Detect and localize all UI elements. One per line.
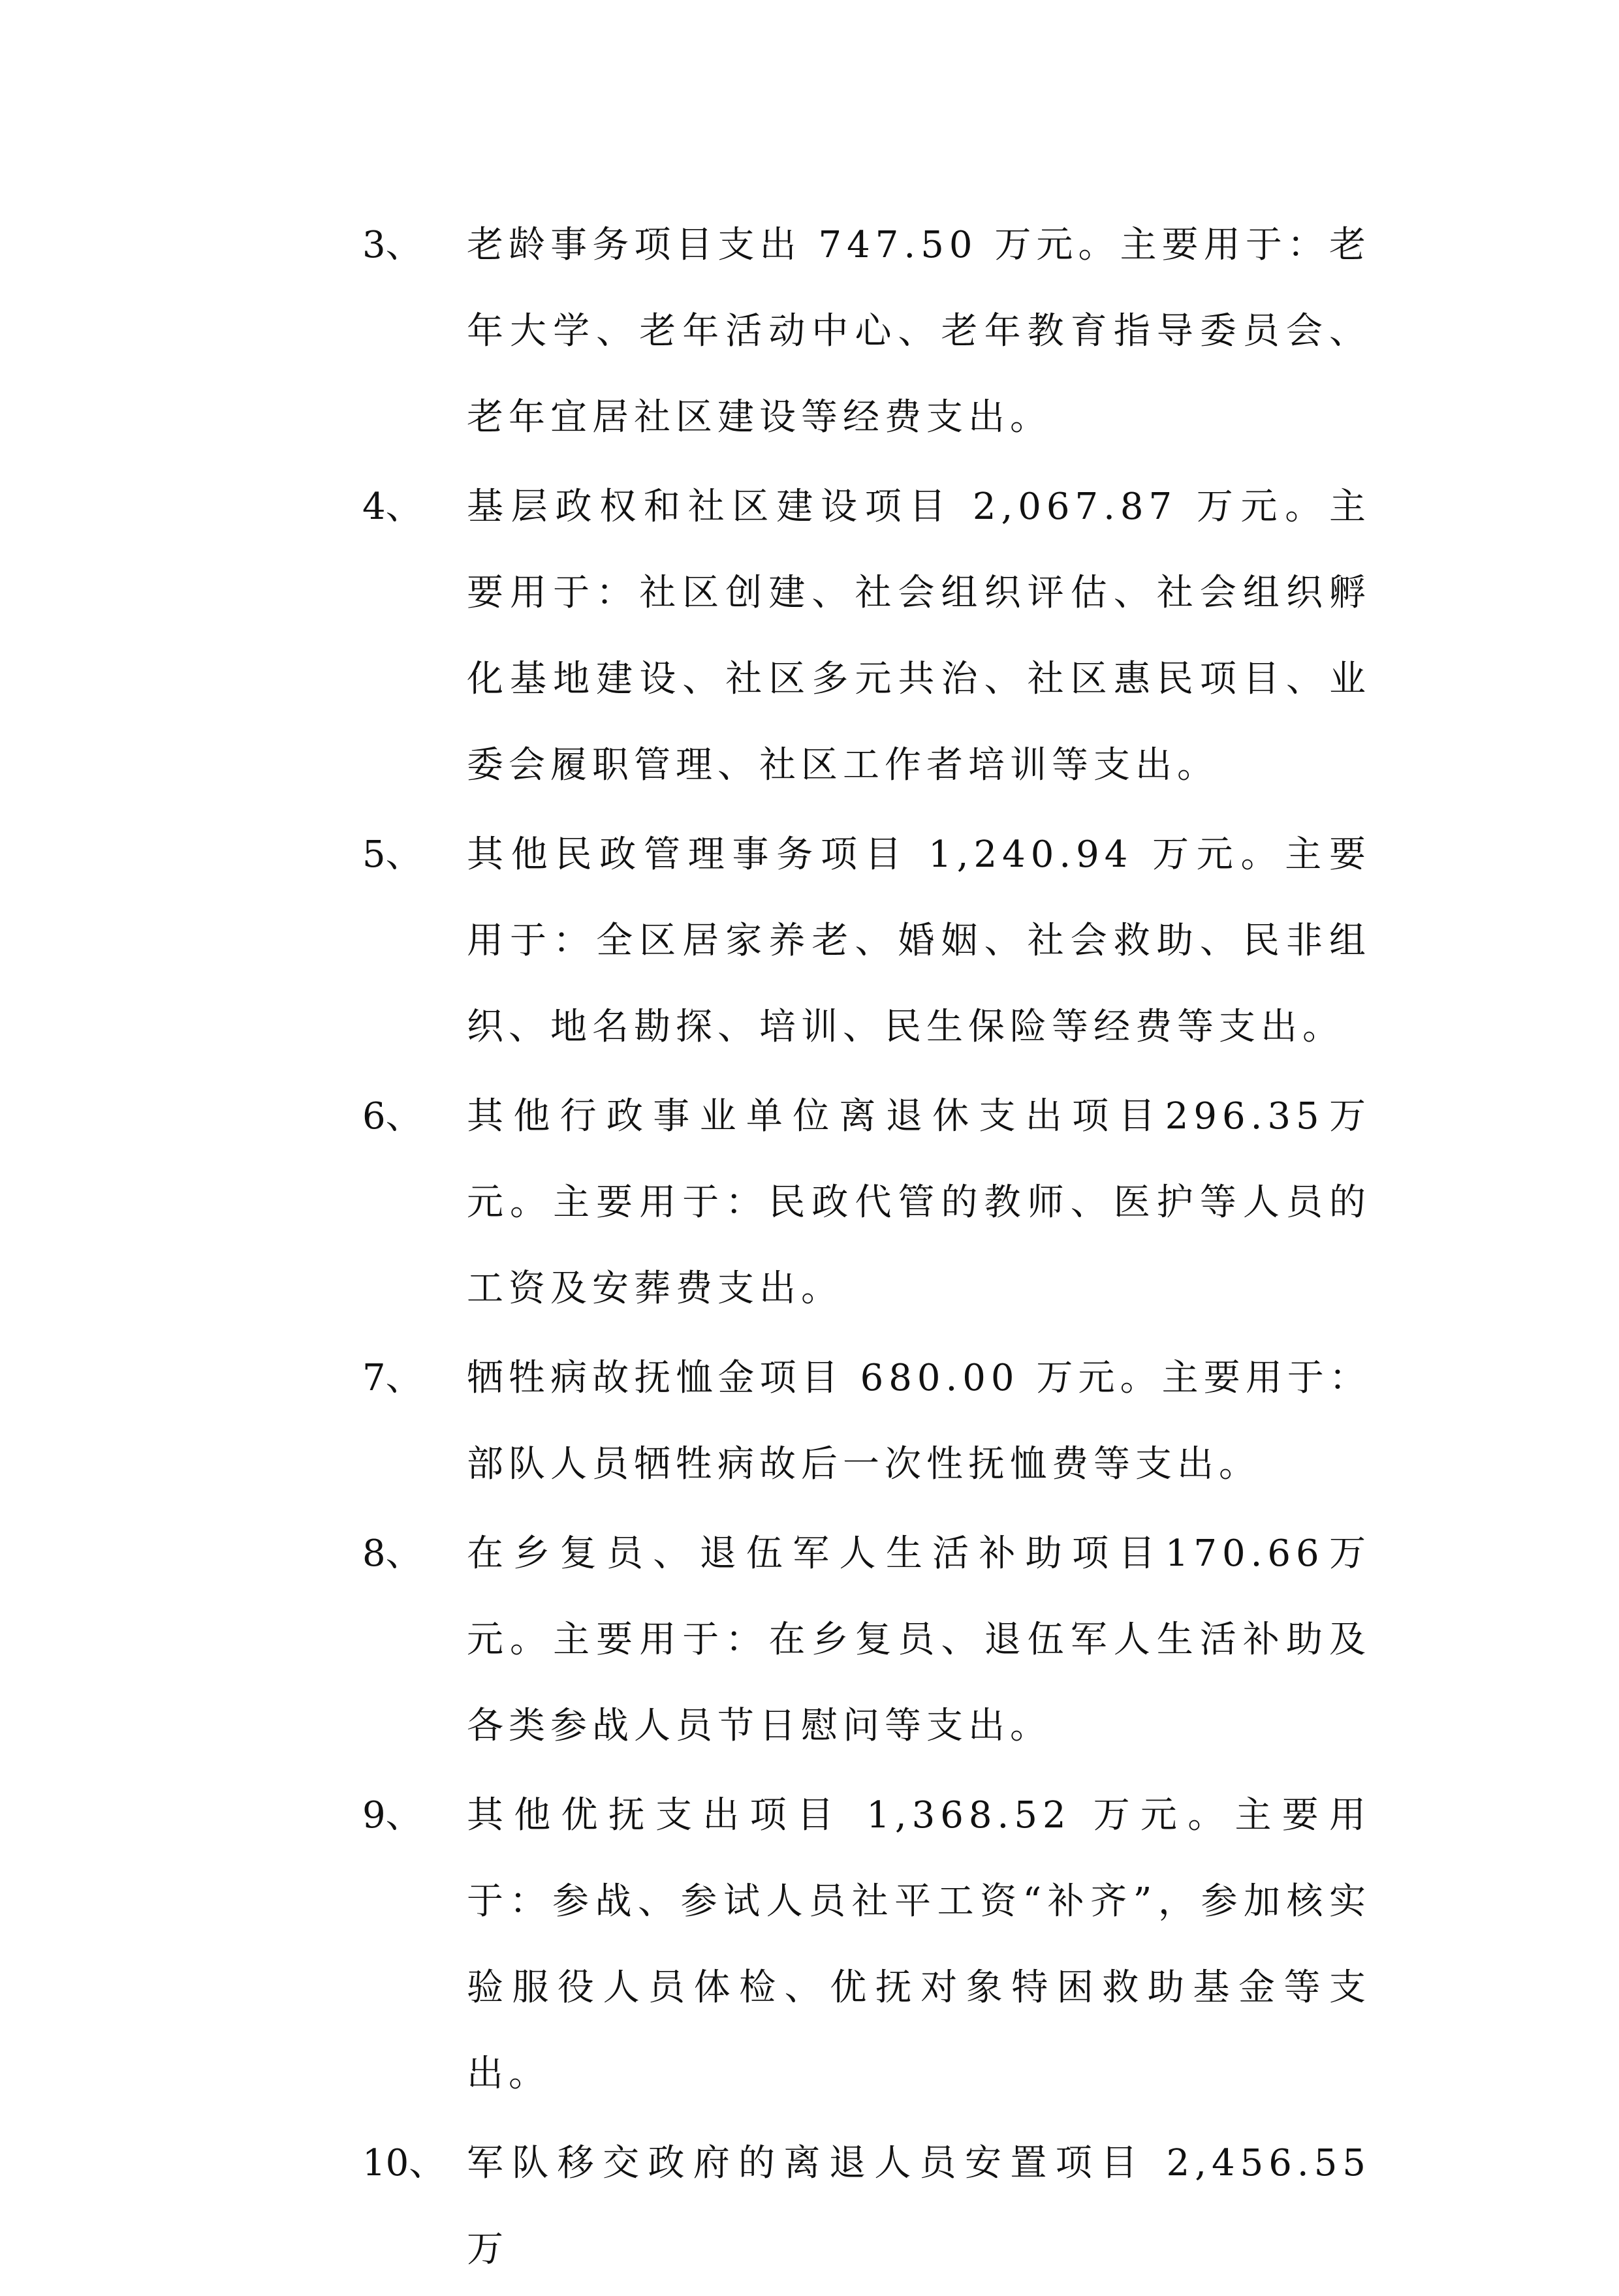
item-text: 其他民政管理事务项目 1,240.94 万元。主要用于：全区居家养老、婚姻、社会救助、民非组织、地名勘探、培训、民生保险等经费等支出。 bbox=[467, 833, 1371, 1048]
item-number: 4、 bbox=[362, 486, 422, 528]
item-number: 7、 bbox=[362, 1357, 422, 1399]
item-text: 基层政权和社区建设项目 2,067.87 万元。主要用于：社区创建、社会组织评估、社会组织孵化基地建设、社区多元共治、社区惠民项目、业委会履职管理、社区工作者培训等支出。 bbox=[467, 486, 1371, 786]
list-item bbox=[362, 202, 1371, 461]
list-item bbox=[362, 1074, 1371, 1332]
item-text: 在乡复员、退伍军人生活补助项目170.66万元。主要用于：在乡复员、退伍军人生活补助及各类参战人员节日慰问等支出。 bbox=[467, 1532, 1371, 1747]
item-number: 9、 bbox=[362, 1794, 422, 1837]
list-item bbox=[362, 2120, 1371, 2293]
list-item bbox=[362, 1335, 1371, 1508]
expenditure-list bbox=[362, 202, 1371, 2296]
item-text: 其他行政事业单位离退休支出项目296.35万元。主要用于：民政代管的教师、医护等人员的工资及安葬费支出。 bbox=[467, 1095, 1371, 1310]
list-item bbox=[362, 812, 1371, 1070]
item-number: 5、 bbox=[362, 833, 422, 876]
item-number: 3、 bbox=[362, 224, 422, 266]
list-item bbox=[362, 1773, 1371, 2117]
item-number: 6、 bbox=[362, 1095, 422, 1138]
item-number: 8、 bbox=[362, 1532, 422, 1575]
list-item bbox=[362, 1511, 1371, 1769]
item-number: 10、 bbox=[362, 2142, 446, 2184]
item-text: 军队移交政府的离退人员安置项目 2,456.55 万 bbox=[467, 2142, 1371, 2271]
item-text: 老龄事务项目支出 747.50 万元。主要用于：老年大学、老年活动中心、老年教育指导委员会、老年宜居社区建设等经费支出。 bbox=[467, 224, 1371, 439]
list-item bbox=[362, 464, 1371, 809]
item-text: 牺牲病故抚恤金项目 680.00 万元。主要用于：部队人员牺牲病故后一次性抚恤费等支出。 bbox=[467, 1357, 1371, 1485]
item-text: 其他优抚支出项目 1,368.52 万元。主要用于：参战、参试人员社平工资“补齐”，参加核实验服役人员体检、优抚对象特困救助基金等支出。 bbox=[467, 1794, 1371, 2095]
